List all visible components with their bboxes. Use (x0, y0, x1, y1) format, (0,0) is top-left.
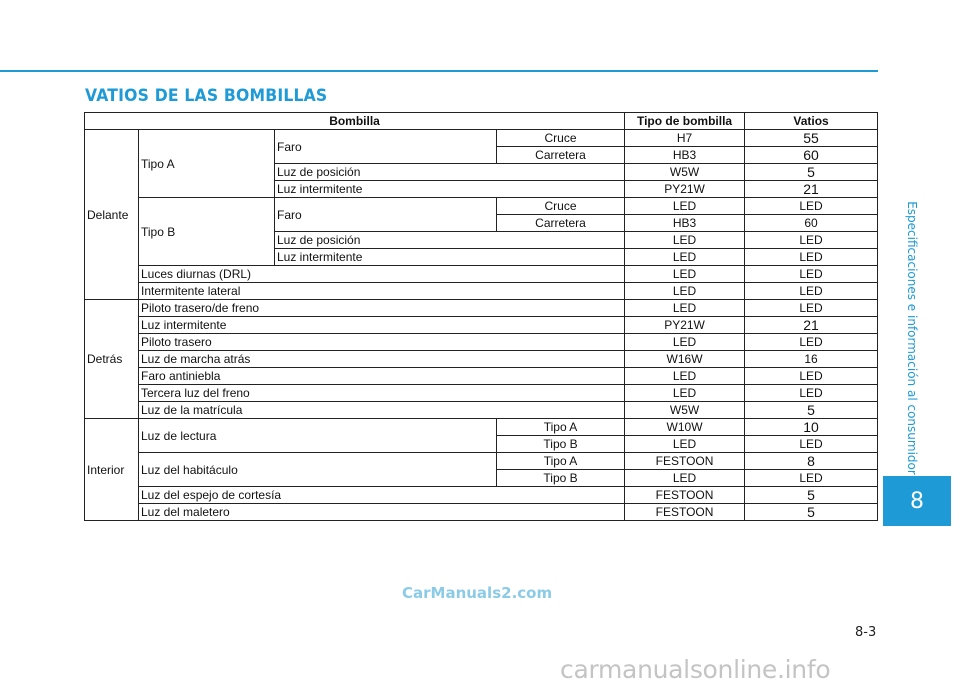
cell-label: Luz de marcha atrás (139, 351, 625, 368)
side-section-title (900, 196, 924, 480)
cell-vatios: LED (745, 266, 878, 283)
cell-label: Luz de posición (275, 232, 625, 249)
cell-tipo: HB3 (625, 215, 745, 232)
cell-vatios: 10 (745, 419, 878, 436)
cell-tipo: PY21W (625, 317, 745, 334)
page-number: 8-3 (855, 625, 877, 640)
table-row (85, 368, 878, 385)
bulb-wattage-table (84, 112, 878, 521)
cell-vatios: LED (745, 368, 878, 385)
table-row (85, 266, 878, 283)
cell-tipo: LED (625, 232, 745, 249)
cell-vatios: 60 (745, 215, 878, 232)
table-row (85, 130, 878, 147)
table-row (85, 334, 878, 351)
cell-tipo: W10W (625, 419, 745, 436)
cell-vatios: 60 (745, 147, 878, 164)
cell-tipo: LED (625, 300, 745, 317)
cell-tipo: LED (625, 249, 745, 266)
cell-tipo: PY21W (625, 181, 745, 198)
cell-vatios: 5 (745, 402, 878, 419)
cell-label: Luz intermitente (275, 249, 625, 266)
header-vatios: Vatios (745, 113, 878, 130)
cell-tipo: H7 (625, 130, 745, 147)
cell-label: Tipo A (497, 419, 625, 436)
cell-tipo: LED (625, 334, 745, 351)
cell-vatios: 16 (745, 351, 878, 368)
table-row (85, 317, 878, 334)
table-row (85, 453, 878, 470)
cell-tipo: LED (625, 368, 745, 385)
group-interior: Interior (85, 419, 139, 521)
cell-vatios: 5 (745, 504, 878, 521)
table-row (85, 419, 878, 436)
table-row (85, 402, 878, 419)
cell-label: Tipo B (497, 436, 625, 453)
cell-label: Luz intermitente (139, 317, 625, 334)
cell-label: Cruce (497, 130, 625, 147)
cell-vatios: 55 (745, 130, 878, 147)
chapter-tab[interactable]: 8 (883, 476, 951, 526)
cell-tipo: FESTOON (625, 453, 745, 470)
table-row (85, 283, 878, 300)
cell-vatios: LED (745, 470, 878, 487)
cell-label: Tipo B (497, 470, 625, 487)
cell-vatios: LED (745, 198, 878, 215)
cell-tipo: LED (625, 266, 745, 283)
cell-vatios: LED (745, 232, 878, 249)
cell-tipo: LED (625, 198, 745, 215)
cell-tipo: W16W (625, 351, 745, 368)
cell-label: Luz del espejo de cortesía (139, 487, 625, 504)
cell-tipo: LED (625, 283, 745, 300)
cell-vatios: LED (745, 334, 878, 351)
cell-vatios: LED (745, 283, 878, 300)
cell-label: Intermitente lateral (139, 283, 625, 300)
cell-vatios: 5 (745, 487, 878, 504)
header-tipo: Tipo de bombilla (625, 113, 745, 130)
cell-tipo: FESTOON (625, 504, 745, 521)
group-delante: Delante (85, 130, 139, 300)
cell-label: Luz de la matrícula (139, 402, 625, 419)
cell-vatios: LED (745, 300, 878, 317)
cell-vatios: LED (745, 436, 878, 453)
header-bombilla: Bombilla (85, 113, 625, 130)
cell-label: Cruce (497, 198, 625, 215)
cell-vatios: 8 (745, 453, 878, 470)
cell-label: Piloto trasero/de freno (139, 300, 625, 317)
table-row (85, 300, 878, 317)
cell-label: Faro antiniebla (139, 368, 625, 385)
watermark-carmanualsonline: carmanualsonline.info (560, 655, 831, 684)
table-row (85, 487, 878, 504)
table-row (85, 504, 878, 521)
cell-tipo: W5W (625, 164, 745, 181)
group-detras: Detrás (85, 300, 139, 419)
header-rule (0, 70, 878, 72)
page-title: VATIOS DE LAS BOMBILLAS (85, 86, 328, 106)
cell-label: Piloto trasero (139, 334, 625, 351)
faro-label: Faro (275, 130, 497, 164)
side-section-title-text: Especificaciones e información al consumidor (905, 201, 919, 475)
table-row (85, 385, 878, 402)
cell-tipo: W5W (625, 402, 745, 419)
table-row (85, 198, 878, 215)
cell-label: Luz de lectura (139, 419, 497, 453)
cell-label: Luz intermitente (275, 181, 625, 198)
cell-label: Tercera luz del freno (139, 385, 625, 402)
cell-label: Tipo A (497, 453, 625, 470)
cell-label: Luz del maletero (139, 504, 625, 521)
cell-label: Carretera (497, 215, 625, 232)
cell-vatios: LED (745, 249, 878, 266)
cell-vatios: 21 (745, 317, 878, 334)
cell-label: Luces diurnas (DRL) (139, 266, 625, 283)
cell-label: Luz del habitáculo (139, 453, 497, 487)
cell-vatios: 21 (745, 181, 878, 198)
cell-tipo: LED (625, 436, 745, 453)
cell-tipo: LED (625, 470, 745, 487)
table-header-row (85, 113, 878, 130)
cell-tipo: LED (625, 385, 745, 402)
cell-label: Luz de posición (275, 164, 625, 181)
cell-label: Carretera (497, 147, 625, 164)
cell-vatios: 5 (745, 164, 878, 181)
cell-tipo: HB3 (625, 147, 745, 164)
watermark-carmanuals2[interactable]: CarManuals2.com (402, 584, 553, 602)
faro-label: Faro (275, 198, 497, 232)
cell-vatios: LED (745, 385, 878, 402)
table-row (85, 351, 878, 368)
subgroup-tipo-b: Tipo B (139, 198, 275, 266)
subgroup-tipo-a: Tipo A (139, 130, 275, 198)
cell-tipo: FESTOON (625, 487, 745, 504)
